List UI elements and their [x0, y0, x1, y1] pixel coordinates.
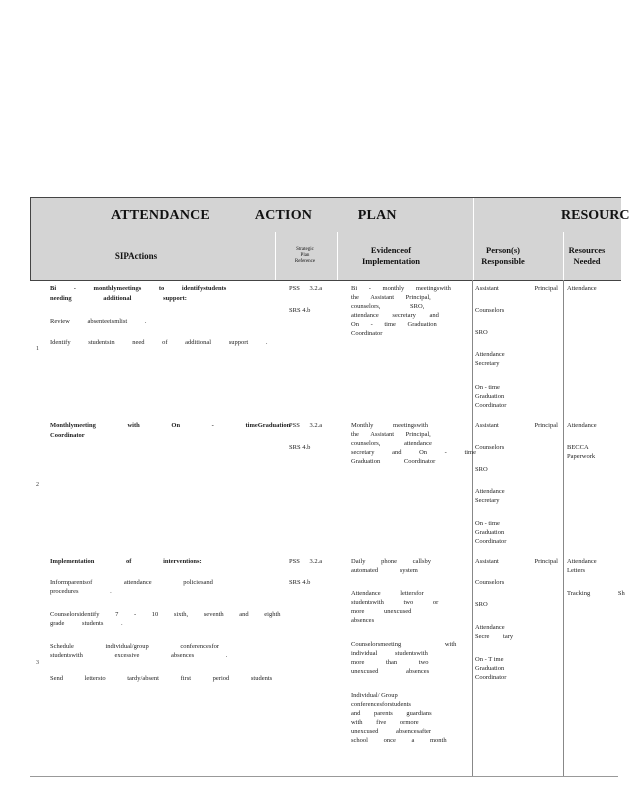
- plan-reference: SRS 4.b: [289, 307, 311, 314]
- evidence-line: individual studentswith: [351, 650, 428, 657]
- action-line: grade students .: [50, 620, 123, 627]
- resource-line: BECCA: [567, 444, 589, 451]
- row-number: 3: [36, 660, 39, 666]
- plan-reference: PSS 3.2.a: [289, 558, 323, 565]
- plan-reference: SRS 4.b: [289, 579, 311, 586]
- evidence-line: Graduation Coordinator: [351, 458, 436, 465]
- person-line: Counselors: [475, 579, 505, 586]
- evidence-line: unexcused absences: [351, 668, 430, 675]
- header-resources-line: Needed: [573, 256, 601, 266]
- person-line: SRO: [475, 466, 488, 473]
- header-evidence: [351, 232, 431, 280]
- person-line: Assistant Principal: [475, 558, 558, 565]
- row-number: 1: [36, 346, 39, 352]
- action-line: procedures .: [50, 588, 112, 595]
- evidence-line: unexcused absencesafter: [351, 728, 432, 735]
- person-line: Secretary: [475, 360, 500, 367]
- evidence-line: the Assistant Principal,: [351, 431, 431, 438]
- action-line: Informparentsof attendance policiesand: [50, 579, 213, 586]
- header-divider: [275, 232, 276, 280]
- resource-line: Tracking Sh: [567, 590, 625, 597]
- header-evidence-line: Evidenceof: [370, 245, 412, 255]
- evidence-line: the Assistant Principal,: [351, 294, 431, 301]
- person-line: Coordinator: [475, 538, 507, 545]
- evidence-line: Counselorsmeeting with: [351, 641, 457, 648]
- action-line: Identify studentsin need of additional support .: [50, 339, 268, 346]
- title-band: [30, 197, 629, 234]
- action-line: Monthlymeeting with On - timeGraduation: [50, 422, 291, 429]
- person-line: Graduation: [475, 393, 505, 400]
- document-title: ATTENDANCE ACTION PLAN: [111, 208, 397, 223]
- evidence-line: studentswith two or: [351, 599, 439, 606]
- action-line: Coordinator: [50, 432, 85, 439]
- evidence-line: Bi - monthly meetingswith: [351, 285, 451, 292]
- table-bottom-border: [30, 776, 618, 777]
- resource-line: Attendance: [567, 422, 597, 429]
- evidence-line: Daily phone callsby: [351, 558, 431, 565]
- column-divider: [563, 280, 564, 776]
- person-line: Attendance: [475, 488, 505, 495]
- evidence-line: Coordinator: [351, 330, 383, 337]
- person-line: SRO: [475, 329, 488, 336]
- column-divider: [472, 280, 473, 776]
- header-resources-line: Resources: [568, 245, 606, 255]
- person-line: Coordinator: [475, 674, 507, 681]
- person-line: Attendance: [475, 624, 505, 631]
- header-person-responsible: [473, 232, 533, 280]
- evidence-line: conferencesforstudents: [351, 701, 411, 708]
- resource-line: Letters: [567, 567, 586, 574]
- header-strategic-line: Reference: [294, 259, 316, 264]
- action-line: studentswith excessive absences .: [50, 652, 228, 659]
- action-line: Send lettersto tardy/absent first period students: [50, 675, 273, 682]
- header-evidence-line: Implementation: [361, 256, 421, 266]
- person-line: Assistant Principal: [475, 285, 558, 292]
- header-resources-needed: [563, 232, 611, 280]
- evidence-line: counselors, SRO,: [351, 303, 425, 310]
- person-line: On - T ime: [475, 656, 504, 663]
- title-divider: [473, 198, 474, 233]
- person-line: On - time: [475, 520, 500, 527]
- person-line: Secretary: [475, 497, 500, 504]
- plan-reference: SRS 4.b: [289, 444, 311, 451]
- evidence-line: attendance secretary and: [351, 312, 439, 319]
- header-person-line: Person(s): [486, 245, 520, 255]
- evidence-line: Individual/ Group: [351, 692, 398, 699]
- evidence-line: automated system: [351, 567, 418, 574]
- row-number: 2: [36, 482, 39, 488]
- person-line: Graduation: [475, 529, 505, 536]
- person-line: On - time: [475, 384, 500, 391]
- action-line: Bi - monthlymeetings to identifystudents: [50, 285, 227, 292]
- table-header: [30, 232, 621, 281]
- evidence-line: more unexcused: [351, 608, 412, 615]
- action-line: Counselorsidentify 7 - 10 sixth, seventh and eighth: [50, 611, 281, 618]
- action-line: Schedule individual/group conferencesfor: [50, 643, 220, 650]
- person-line: Assistant Principal: [475, 422, 558, 429]
- plan-reference: PSS 3.2.a: [289, 422, 323, 429]
- person-line: Coordinator: [475, 402, 507, 409]
- resource-line: Attendance: [567, 558, 597, 565]
- evidence-line: counselors, attendance: [351, 440, 432, 447]
- evidence-line: school once a month: [351, 737, 447, 744]
- evidence-line: more than two: [351, 659, 429, 666]
- header-strategic-line: Plan: [300, 253, 310, 258]
- action-line: Implementation of interventions:: [50, 558, 202, 565]
- plan-reference: PSS 3.2.a: [289, 285, 323, 292]
- header-strategic-line: Strategic: [296, 247, 314, 252]
- person-line: SRO: [475, 601, 488, 608]
- header-divider: [337, 232, 338, 280]
- person-line: Attendance: [475, 351, 505, 358]
- evidence-line: Attendance lettersfor: [351, 590, 424, 597]
- action-line: needing additional support:: [50, 295, 187, 302]
- resource-line: Attendance: [567, 285, 597, 292]
- header-person-line: Responsible: [481, 256, 525, 266]
- evidence-line: Monthly meetingswith: [351, 422, 429, 429]
- person-line: Graduation: [475, 665, 505, 672]
- person-line: Counselors: [475, 307, 505, 314]
- evidence-line: secretary and On - time: [351, 449, 477, 456]
- header-sip-actions: SIPActions: [114, 251, 158, 261]
- action-line: Review absenteeismlist .: [50, 318, 147, 325]
- evidence-line: with five ormore: [351, 719, 419, 726]
- person-line: Counselors: [475, 444, 505, 451]
- resource-line: Paperwork: [567, 453, 596, 460]
- resources-title: RESOURC: [561, 208, 629, 223]
- header-strategic-plan: [285, 232, 325, 280]
- evidence-line: On - time Graduation: [351, 321, 437, 328]
- evidence-line: absences: [351, 617, 375, 624]
- evidence-line: and parents guardians: [351, 710, 432, 717]
- person-line: Secre tary: [475, 633, 514, 640]
